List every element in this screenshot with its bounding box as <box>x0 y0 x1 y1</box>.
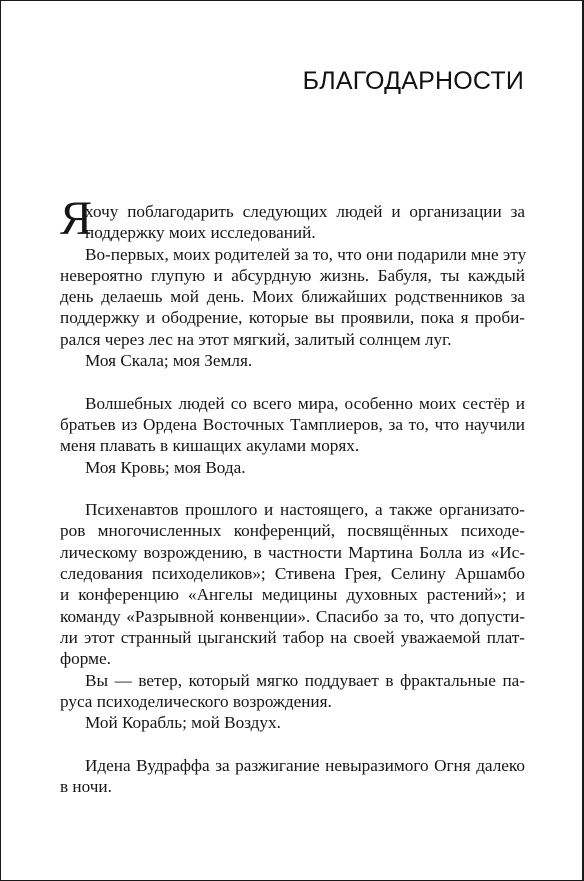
paragraph-line: команду «Разрывной конвенции». Спасибо за то, что допусти- <box>60 606 525 626</box>
paragraph-gap <box>60 478 525 499</box>
paragraph-line: Моя Скала; моя Земля. <box>85 351 253 371</box>
paragraph-line: руса психоделического возрождения. <box>60 691 332 711</box>
paragraph-line: лическому возрождению, в частности Мартина Болла из «Ис- <box>60 542 525 562</box>
paragraph-line: Идена Вудраффа за разжигание невыразимого Огня далеко <box>85 755 525 775</box>
paragraph-line: братьев из Ордена Восточных Тамплиеров, за то, что научили <box>60 414 525 434</box>
paragraph-line: Мой Корабль; мой Воздух. <box>85 713 281 733</box>
paragraph-line: следования психоделиков»; Стивена Грея, Селину Аршамбо <box>60 564 525 584</box>
chapter-title: БЛАГОДАРНОСТИ <box>302 67 524 95</box>
paragraph-gap <box>60 371 525 392</box>
paragraph-line: поддержку и ободрение, которые вы проявили, пока я проби- <box>60 308 525 328</box>
paragraph-line: поддержку моих исследований. <box>85 223 316 243</box>
paragraph-line: невероятно глупую и абсурдную жизнь. Бабуля, ты каждый <box>60 265 525 285</box>
paragraph-line: ли этот странный цыганский табор на своей уважаемой плат- <box>60 627 525 647</box>
paragraph-line: в ночи. <box>60 777 112 797</box>
paragraph-line: рался через лес на этот мягкий, залитый солнцем луг. <box>60 329 452 349</box>
paragraph-line: Моя Кровь; моя Вода. <box>85 457 246 477</box>
line-text: хочу поблагодарить следующих людей и организации за <box>85 202 525 221</box>
paragraph-line: и конференцию «Ангелы медицины духовных растений»; и <box>60 585 525 605</box>
paragraph-line: Во-первых, моих родителей за то, что они подарили мне эту <box>85 244 527 264</box>
paragraph-line: форме. <box>60 649 111 669</box>
drop-cap: Я <box>60 192 93 245</box>
paragraph-line: Волшебных людей со всего мира, особенно моих сестёр и <box>85 393 525 413</box>
paragraph-gap <box>60 733 525 754</box>
paragraph-line: меня плавать в кишащих акулами морях. <box>60 436 360 456</box>
paragraph-line: ров многочисленных конференций, посвящённых психоде- <box>60 521 525 541</box>
paragraph-line: день делаешь мой день. Моих ближайших родственников за <box>60 287 525 307</box>
acknowledgements-text <box>60 192 527 797</box>
paragraph-line: Вы — ветер, который мягко поддувает в фрактальные па- <box>85 670 525 690</box>
paragraph-line: Психенавтов прошлого и настоящего, а также организато- <box>85 500 525 520</box>
